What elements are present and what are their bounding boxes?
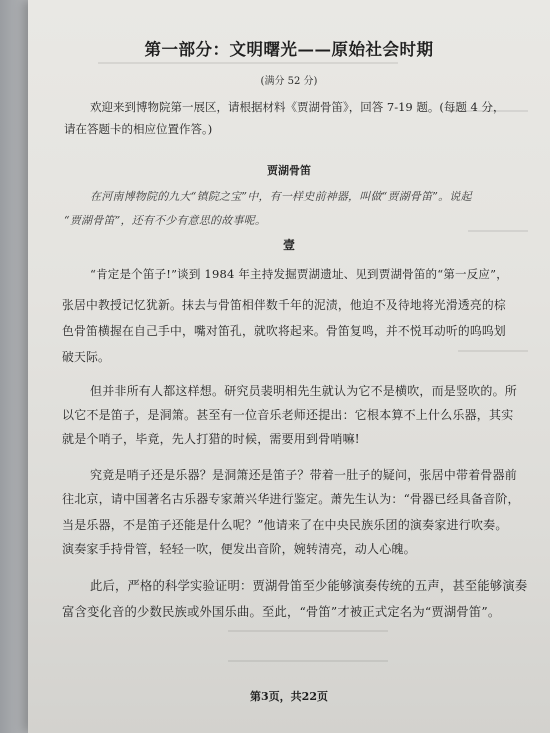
paragraph-line: “贾湖骨笛”，还有不少有意思的故事呢。 [64, 214, 267, 227]
paper-page [28, 0, 550, 733]
paragraph-line: 破天际。 [62, 350, 110, 364]
paragraph-line: 色骨笛横握在自己手中，嘴对笛孔，就吹将起来。骨笛复鸣，并不悦耳动听的呜呜划 [62, 324, 506, 338]
paragraph-line: 究竟是哨子还是乐器？是洞箫还是笛子？带着一肚子的疑问，张居中带着骨器前 [90, 468, 518, 482]
article-heading: 贾湖骨笛 [267, 164, 311, 177]
paragraph-line: 以它不是笛子，是洞箫。甚至有一位音乐老师还提出：它根本算不上什么乐器，其实 [62, 408, 514, 422]
paragraph-line: 就是个哨子，毕竟，先人打猎的时候，需要用到骨哨嘛! [62, 432, 360, 446]
paragraph-line: 当是乐器，不是笛子还能是什么呢？”他请来了在中央民族乐团的演奏家进行吹奏。 [62, 518, 508, 532]
paragraph-line: 张居中教授记忆犹新。抹去与骨笛相伴数千年的泥渍，他迫不及待地将光滑透亮的棕 [62, 298, 506, 312]
page-title: 第一部分：文明曙光——原始社会时期 [144, 40, 434, 59]
paragraph-line: 富含变化音的少数民族或外国乐曲。至此，“骨笛”才被正式定名为“贾湖骨笛”。 [62, 605, 501, 619]
section-mark: 壹 [282, 238, 295, 252]
paragraph-line: “肯定是个笛子!”谈到 1984 年主持发掘贾湖遗址、见到贾湖骨笛的“第一反应”， [90, 267, 508, 281]
intro-line: 请在答题卡的相应位置作答。) [64, 122, 213, 136]
paragraph-line: 在河南博物院的九大“镇院之宝”中，有一样史前神器，叫做“贾湖骨笛”。说起 [90, 190, 472, 203]
score-note: (满分 52 分) [260, 76, 318, 87]
paragraph-line: 此后，严格的科学实验证明：贾湖骨笛至少能够演奏传统的五声，甚至能够演奏 [90, 579, 528, 593]
intro-line: 欢迎来到博物院第一展区，请根据材料《贾湖骨笛》，回答 7-19 题。(每题 4 分， [90, 100, 505, 114]
paragraph-line: 往北京，请中国著名古乐器专家萧兴华进行鉴定。萧先生认为：“骨器已经具备音阶， [62, 492, 520, 506]
page-number: 第3页，共22页 [250, 690, 328, 703]
paragraph-line: 但并非所有人都这样想。研究员裴明相先生就认为它不是横吹，而是竖吹的。所 [90, 384, 518, 398]
paragraph-line: 演奏家手持骨管，轻轻一吹，便发出音阶，婉转清亮，动人心魄。 [62, 542, 416, 556]
